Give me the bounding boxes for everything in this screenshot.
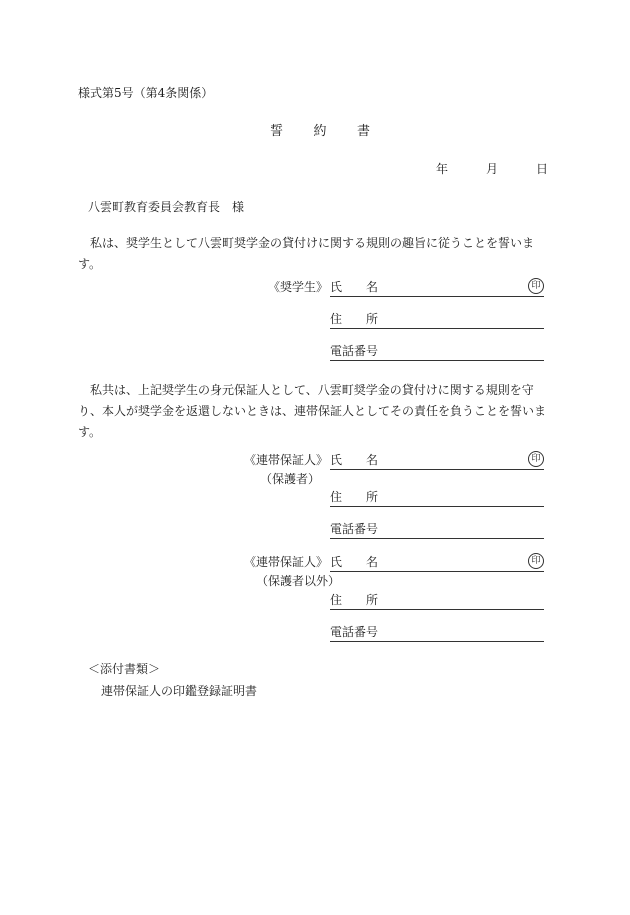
- title-char-1: 誓: [270, 124, 284, 139]
- attachments-heading: ＜添付書類＞: [88, 662, 161, 676]
- student-address-label: 住 所: [330, 312, 379, 326]
- guarantor1-address-field: [330, 490, 544, 507]
- student-name-field: [330, 280, 544, 297]
- guarantor2-address-label: 住 所: [330, 593, 379, 607]
- student-name-label: 氏 名: [330, 280, 379, 294]
- guarantor1-phone-label: 電話番号: [330, 522, 379, 536]
- guarantor2-phone-field: [330, 625, 544, 642]
- attachment-item: 連帯保証人の印鑑登録証明書: [101, 684, 258, 698]
- pledge-paragraph-student: 私は、奨学生として八雲町奨学金の貸付けに関する規則の趣旨に従うことを誓います。: [78, 236, 535, 271]
- date-month: 月: [486, 162, 499, 176]
- student-role-label: 《奨学生》: [267, 280, 328, 294]
- seal-icon: 印: [528, 278, 544, 294]
- student-address-field: [330, 312, 544, 329]
- guarantor2-address-field: [330, 593, 544, 610]
- date-line: [436, 162, 548, 176]
- guarantor1-subrole-label: （保護者）: [259, 472, 320, 486]
- addressee: 八雲町教育委員会教育長 様: [88, 200, 245, 214]
- guarantor2-subrole-label: （保護者以外）: [255, 574, 340, 588]
- date-year: 年: [436, 162, 449, 176]
- form-number: 様式第5号（第4条関係）: [78, 86, 214, 100]
- seal-icon: 印: [528, 553, 544, 569]
- guarantor2-name-field: [330, 555, 544, 572]
- guarantor1-name-label: 氏 名: [330, 453, 379, 467]
- guarantor2-phone-label: 電話番号: [330, 625, 379, 639]
- student-phone-label: 電話番号: [330, 344, 379, 358]
- guarantor1-role-label: 《連帯保証人》: [243, 453, 328, 467]
- guarantor2-name-label: 氏 名: [330, 555, 379, 569]
- guarantor1-name-field: [330, 453, 544, 470]
- title-char-3: 書: [356, 124, 370, 139]
- guarantor1-phone-field: [330, 522, 544, 539]
- pledge-paragraph-guarantor: 私共は、上記奨学生の身元保証人として、八雲町奨学金の貸付けに関する規則を守り、本人が奨学金を返還しないときは、連帯保証人としてその責任を負うことを誓います。: [78, 383, 547, 439]
- guarantor2-role-label: 《連帯保証人》: [243, 555, 328, 569]
- date-day: 日: [536, 162, 549, 176]
- student-phone-field: [330, 344, 544, 361]
- title-char-2: 約: [313, 124, 327, 139]
- document-title: [270, 125, 370, 139]
- guarantor1-address-label: 住 所: [330, 490, 379, 504]
- seal-icon: 印: [528, 451, 544, 467]
